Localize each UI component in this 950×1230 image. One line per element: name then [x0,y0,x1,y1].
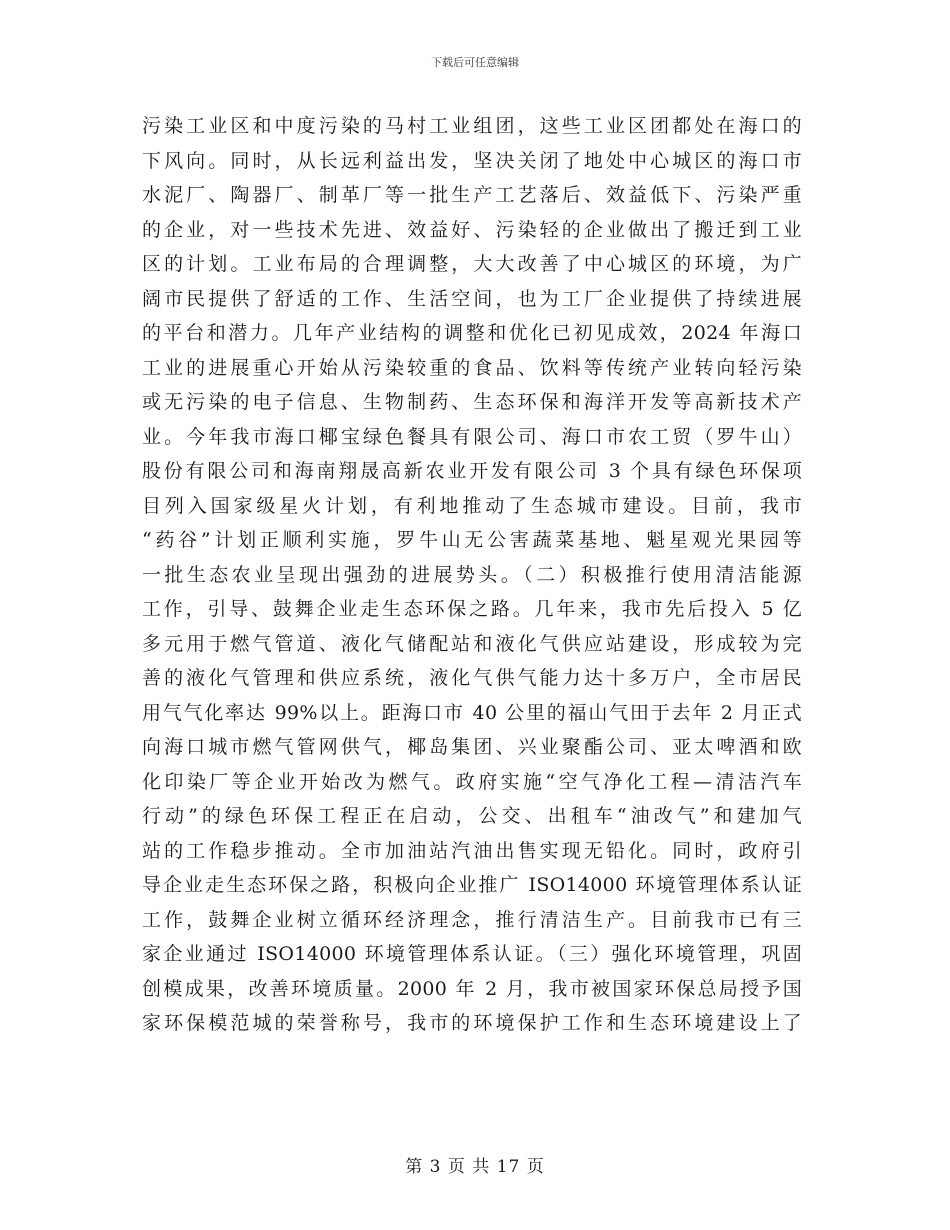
body-line: 站的工作稳步推动。全市加油站汽油出售实现无铅化。同时，政府引 [142,839,802,862]
body-line: 的企业，对一些技术先进、效益好、污染轻的企业做出了搬迁到工业 [142,218,802,241]
body-line: 水泥厂、陶器厂、制革厂等一批生产工艺落后、效益低下、污染严重 [142,184,802,206]
body-line: 的平台和潜力。几年产业结构的调整和优化已初见成效，2024 年海口 [142,322,802,344]
body-line: 股份有限公司和海南翔晟高新农业开发有限公司 3 个具有绿色环保项 [142,460,802,482]
body-line: 行动”的绿色环保工程正在启动，公交、出租车“油改气”和建加气 [142,805,802,827]
body-line: 家环保模范城的荣誉称号，我市的环境保护工作和生态环境建设上了 [142,1012,802,1034]
body-line: 创模成果，改善环境质量。2000 年 2 月，我市被国家环保总局授予国 [142,977,802,1000]
body-line: 工作，引导、鼓舞企业走生态环保之路。几年来，我市先后投入 5 亿 [142,598,802,620]
body-line: 或无污染的电子信息、生物制药、生态环保和海洋开发等高新技术产 [142,391,802,413]
body-line: 多元用于燃气管道、液化气储配站和液化气供应站建设，形成较为完 [142,632,802,655]
page-number: 第 3 页 共 17 页 [405,1157,545,1177]
document-body [142,109,802,1041]
body-line: “药谷”计划正顺利实施，罗牛山无公害蔬菜基地、魁星观光果园等 [142,529,802,551]
body-line: 阔市民提供了舒适的工作、生活空间，也为工厂企业提供了持续进展 [142,287,802,310]
body-line: 一批生态农业呈现出强劲的进展势头。（二）积极推行使用清洁能源 [142,563,802,586]
body-line: 用气气化率达 99%以上。距海口市 40 公里的福山气田于去年 2 月正式 [142,701,802,724]
body-line: 向海口城市燃气管网供气，椰岛集团、兴业聚酯公司、亚太啤酒和欧 [142,736,802,758]
body-line: 导企业走生态环保之路，积极向企业推广 ISO14000 环境管理体系认证 [142,874,802,896]
body-line: 家企业通过 ISO14000 环境管理体系认证。（三）强化环境管理，巩固 [142,943,802,965]
body-line: 工业的进展重心开始从污染较重的食品、饮料等传统产业转向轻污染 [142,356,802,379]
body-line: 工作，鼓舞企业树立循环经济理念，推行清洁生产。目前我市已有三 [142,908,802,931]
body-line: 下风向。同时，从长远利益出发，坚决关闭了地处中心城区的海口市 [142,149,802,172]
body-line: 污染工业区和中度污染的马村工业组团，这些工业区团都处在海口的 [142,115,802,137]
body-line: 目列入国家级星火计划，有利地推动了生态城市建设。目前，我市 [142,494,802,517]
body-line: 善的液化气管理和供应系统，液化气供气能力达十多万户，全市居民 [142,667,802,689]
page-header: 下载后可任意编辑 [431,56,519,69]
body-line: 业。今年我市海口椰宝绿色餐具有限公司、海口市农工贸（罗牛山） [142,425,802,448]
body-line: 化印染厂等企业开始改为燃气。政府实施“空气净化工程—清洁汽车 [142,770,802,793]
body-line: 区的计划。工业布局的合理调整，大大改善了中心城区的环境，为广 [142,253,802,275]
